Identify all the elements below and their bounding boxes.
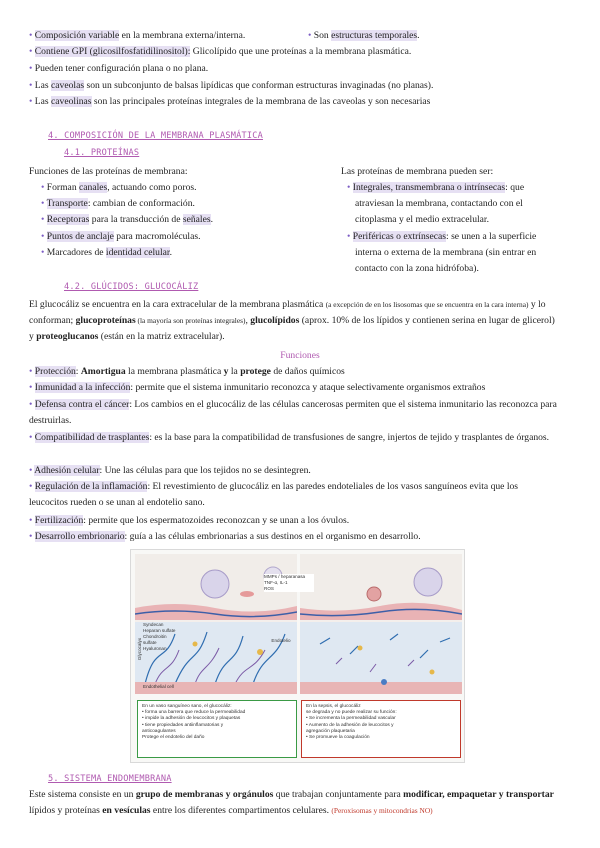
functions-right-title: Las proteínas de membrana pueden ser: <box>341 166 494 177</box>
paragraph-text: y lo conforman; <box>29 299 546 326</box>
item-highlight: canales <box>79 182 108 193</box>
bullet-gpi: • Contiene GPI (glicosilfosfatidilinositol): Glicolípido que une proteínas a la membrana plasmática. <box>29 46 412 57</box>
side-label: Heparan sulfate <box>143 628 176 633</box>
funcion-proteccion: • Protección: Amortigua la membrana plasmática y la protege de daños químicos <box>29 366 345 377</box>
functions-left-title: Funciones de las proteínas de membrana: <box>29 166 188 177</box>
item-text: : cambian de conformación. <box>87 198 195 209</box>
item-text: interna o externa de la membrana (sin entrar en <box>355 247 537 258</box>
funcion-text: : Los cambios en el glucocáliz de las células cancerosas permiten que el sistema inmunitario las reconozca para destruirlas. <box>29 399 557 426</box>
bullet-text: Son <box>313 30 332 41</box>
bullet-text: son las principales proteínas integrales de la membrana de las caveolas y son necesarias <box>91 96 431 107</box>
bullet-caveolinas: • Las caveolinas son las principales proteínas integrales de la membrana de las caveolas y son necesarias <box>29 96 431 107</box>
bullet-text: Las <box>34 80 52 91</box>
bullet-text: en la membrana externa/interna. <box>119 30 246 41</box>
caption-line: • impide la adhesión de leucocitos y plaquetas <box>142 716 241 722</box>
paragraph-text: lípidos y proteínas <box>29 805 103 816</box>
function-item: • Forman canales, actuando como poros. <box>41 182 197 193</box>
glycocalyx-figure <box>130 549 465 763</box>
function-item: • Transporte: cambian de conformación. <box>41 198 195 209</box>
funcion-cancer: • Defensa contra el cáncer: Los cambios en el glucocáliz de las células cancerosas permiten que el sistema inmunitario las reconozca para destruirlas. <box>29 399 557 426</box>
paragraph-text: que trabajan conjuntamente para <box>273 789 404 800</box>
paragraph-text: (están en la matriz extracelular). <box>98 331 225 342</box>
section-4-1-heading: 4.1. PROTEÍNAS <box>64 148 140 158</box>
funcion-bold: Amortigua <box>80 366 126 377</box>
funcion-label: Inmunidad a la infección <box>34 382 131 393</box>
funcion-desarrollo: • Desarrollo embrionario: guía a las células embrionarias a sus destinos en el organismo en desarrollo. <box>29 531 421 542</box>
item-text: : se unen a la superficie <box>446 231 537 242</box>
healthy-caption <box>137 700 297 758</box>
paragraph-text: entre los diferentes compartimentos celulares. <box>150 805 332 816</box>
sepsis-caption <box>301 700 461 758</box>
paragraph-note: (la mayoría son proteínas integrales) <box>135 316 246 325</box>
sepsis-panel <box>300 554 462 694</box>
glycocalyx-paragraph: El glucocáliz se encuentra en la cara extracelular de la membrana plasmática (a excepción de en los lisosomas que se encuentra en la cara interna) y lo conforman; glucoproteínas (la mayoría son proteínas integrales), glucolípidos (aprox. 10% de los lípidos y contienen serina en lugar de glicerol) y proteoglucanos (están en la matriz extracelular). <box>29 299 555 342</box>
paragraph-note: (a excepción de en los lisosomas que se encuentra en la cara interna) <box>325 300 529 309</box>
caption-line: • Aumento de la adhesión de leucocitos y <box>306 722 394 728</box>
caption-line: se degrada y no puede realizar su función: <box>306 710 397 716</box>
funcion-bold: protege <box>240 366 271 377</box>
bullet-text: . <box>417 30 420 41</box>
side-labels <box>143 622 177 652</box>
funcion-text: de daños químicos <box>270 366 345 377</box>
paragraph-bold: en vesículas <box>102 805 151 816</box>
bullet-highlight: estructuras temporales <box>331 30 418 41</box>
item-text: atraviesan la membrana, contactando con el <box>355 198 523 209</box>
funcion-label: Defensa contra el cáncer <box>34 399 130 410</box>
bullet-text: Las <box>34 96 52 107</box>
protein-type-peripheral: • Periféricas o extrínsecas: se unen a la superficie <box>347 231 537 242</box>
paragraph-bold: glucolípidos <box>250 315 300 326</box>
item-text: Marcadores de <box>46 247 106 258</box>
item-text: . <box>169 247 172 258</box>
bullet-temporales: • Son estructuras temporales. <box>308 30 420 41</box>
caption-line: anticoagulantes <box>142 728 176 734</box>
paragraph-note: (Peroxisomas y mitocondrias NO) <box>331 806 433 815</box>
side-label: Syndecan <box>143 622 164 627</box>
paragraph-text: Este sistema consiste en un <box>29 789 136 800</box>
item-highlight: señales <box>182 214 211 225</box>
section-5-heading: 5. SISTEMA ENDOMEMBRANA <box>48 774 172 784</box>
funcion-label: Regulación de la inflamación <box>34 481 148 492</box>
bullet-configuracion: • Pueden tener configuración plana o no plana. <box>29 63 209 74</box>
item-highlight: identidad celular <box>105 247 170 258</box>
bullet-text: Pueden tener configuración plana o no plana. <box>34 63 209 74</box>
bullet-highlight: caveolas <box>51 80 85 91</box>
funcion-inmunidad: • Inmunidad a la infección: permite que el sistema inmunitario reconozca y ataque selectivamente organismos extraños <box>29 382 486 393</box>
bullet-text: Glicolípido que une proteínas a la membrana plasmática. <box>190 46 412 57</box>
side-label: Hyaluronan <box>143 646 167 651</box>
protein-type-integral: • Integrales, transmembrana o intrínsecas: que <box>347 182 525 193</box>
funcion-text: : permite que los espermatozoides reconozcan y se unan a los óvulos. <box>83 515 350 526</box>
side-label: Chondroitin sulfate <box>143 634 167 645</box>
funciones-title: Funciones <box>280 350 320 361</box>
funcion-trasplantes: • Compatibilidad de trasplantes: es la base para la compatibilidad de transfusiones de sangre, injertos de tejido y trasplantes de órganos. <box>29 432 550 443</box>
section-4-heading: 4. COMPOSICIÓN DE LA MEMBRANA PLASMÁTICA <box>48 131 263 141</box>
caption-line: • Se promueve la coagulación <box>306 735 370 741</box>
funcion-text: : es la base para la compatibilidad de transfusiones de sangre, injertos de tejido y trasplantes de órganos. <box>149 432 550 443</box>
funcion-text: la <box>228 366 241 377</box>
caption-line: agregación plaquetaria <box>306 728 355 734</box>
paragraph-text: (aprox. 10% de los lípidos y contienen serina en lugar de glicerol) y <box>29 315 555 342</box>
mid-label: Endotelio <box>271 638 291 643</box>
item-text: citoplasma y el medio extracelular. <box>355 214 489 225</box>
funcion-text: : <box>75 366 81 377</box>
item-highlight: Transporte <box>46 198 88 209</box>
funcion-text: la membrana plasmática <box>125 366 224 377</box>
funcion-text: : El revestimiento de glucocáliz en las paredes endoteliales de los vasos sanguíneos evita que los leucocitos rueden o se unan al endotelio sano. <box>29 481 519 508</box>
bullet-highlight: Composición variable <box>34 30 120 41</box>
funcion-fertilizacion: • Fertilización: permite que los espermatozoides reconozcan y se unan a los óvulos. <box>29 515 350 526</box>
mid-label: ROS <box>264 586 274 591</box>
paragraph-text: El glucocáliz se encuentra en la cara extracelular de la membrana plasmática <box>29 299 326 310</box>
caption-line: • Se incrementa la permeabilidad vascular <box>306 716 396 722</box>
bullet-composicion: • Composición variable en la membrana externa/interna. <box>29 30 246 41</box>
paragraph-bold: modificar, empaquetar y transportar <box>403 789 554 800</box>
funcion-inflamacion: • Regulación de la inflamación: El revestimiento de glucocáliz en las paredes endoteliales de los vasos sanguíneos evita que los leucocitos rueden o se unan al endotelio sano. <box>29 481 519 508</box>
funcion-label: Protección <box>34 366 76 377</box>
paragraph-bold: grupo de membranas y orgánulos <box>135 789 274 800</box>
funcion-text: : guía a las células embrionarias a sus destinos en el organismo en desarrollo. <box>124 531 421 542</box>
caption-line: En la sepsis, el glucocáliz <box>306 704 361 709</box>
bullet-text: son un subconjunto de balsas lipídicas que conforman estructuras invaginadas (no planas). <box>84 80 434 91</box>
funcion-label: Fertilización <box>34 515 84 526</box>
funcion-text: : Une las células para que los tejidos no se desintegren. <box>99 465 311 476</box>
bullet-highlight: Contiene GPI (glicosilfosfatidilinositol): <box>34 46 191 57</box>
function-item: • Puntos de anclaje para macromoléculas. <box>41 231 201 242</box>
paragraph-bold: proteoglucanos <box>36 331 99 342</box>
item-text: , actuando como poros. <box>107 182 197 193</box>
item-text: contacto con la zona hidrófoba). <box>355 263 479 274</box>
caption-line: • tiene propiedades antiinflamatorias y <box>142 722 224 728</box>
endomembrane-paragraph <box>29 787 559 819</box>
item-highlight: Receptoras <box>46 214 90 225</box>
funcion-label: Desarrollo embrionario <box>34 531 125 542</box>
funcion-label: Adhesión celular <box>34 465 100 476</box>
side-label: Endothelial cell <box>143 684 174 689</box>
section-4-2-heading: 4.2. GLÚCIDOS: GLUCOCÁLIZ <box>64 282 199 292</box>
item-text: . <box>210 214 214 225</box>
caption-line: Protege el endotelio del daño <box>142 735 205 741</box>
axis-label: Glycocalyx <box>137 637 142 661</box>
bullet-caveolas: • Las caveolas son un subconjunto de balsas lipídicas que conforman estructuras invaginadas (no planas). <box>29 80 434 91</box>
funcion-adhesion: • Adhesión celular: Une las células para que los tejidos no se desintegren. <box>29 465 311 476</box>
caption-line: En un vaso sanguíneo sano, el glucocáliz: <box>142 704 232 709</box>
function-item: • Receptoras para la transducción de señales. <box>41 214 214 225</box>
mid-labels <box>264 574 314 592</box>
mid-label: MMPs / heparanasa <box>264 574 306 579</box>
caption-line: • forma una barrera que reduce la permeabilidad <box>142 710 246 716</box>
item-highlight: Integrales, transmembrana o intrínsecas <box>352 182 506 193</box>
item-highlight: Puntos de anclaje <box>46 231 114 242</box>
funcion-label: Compatibilidad de trasplantes <box>34 432 150 443</box>
function-item: • Marcadores de identidad celular. <box>41 247 172 258</box>
funcion-bold: y <box>223 366 229 377</box>
item-text: Forman <box>46 182 80 193</box>
mid-label: TNF-α, IL-1 <box>264 580 288 585</box>
item-text: para la transducción de <box>89 214 183 225</box>
item-text: : que <box>505 182 525 193</box>
item-text: para macromoléculas. <box>113 231 201 242</box>
item-highlight: Periféricas o extrínsecas <box>352 231 446 242</box>
funcion-text: : permite que el sistema inmunitario reconozca y ataque selectivamente organismos extraños <box>130 382 486 393</box>
bullet-highlight: caveolinas <box>51 96 92 107</box>
sepsis-illustration <box>300 554 462 694</box>
paragraph-bold: glucoproteínas <box>75 315 136 326</box>
